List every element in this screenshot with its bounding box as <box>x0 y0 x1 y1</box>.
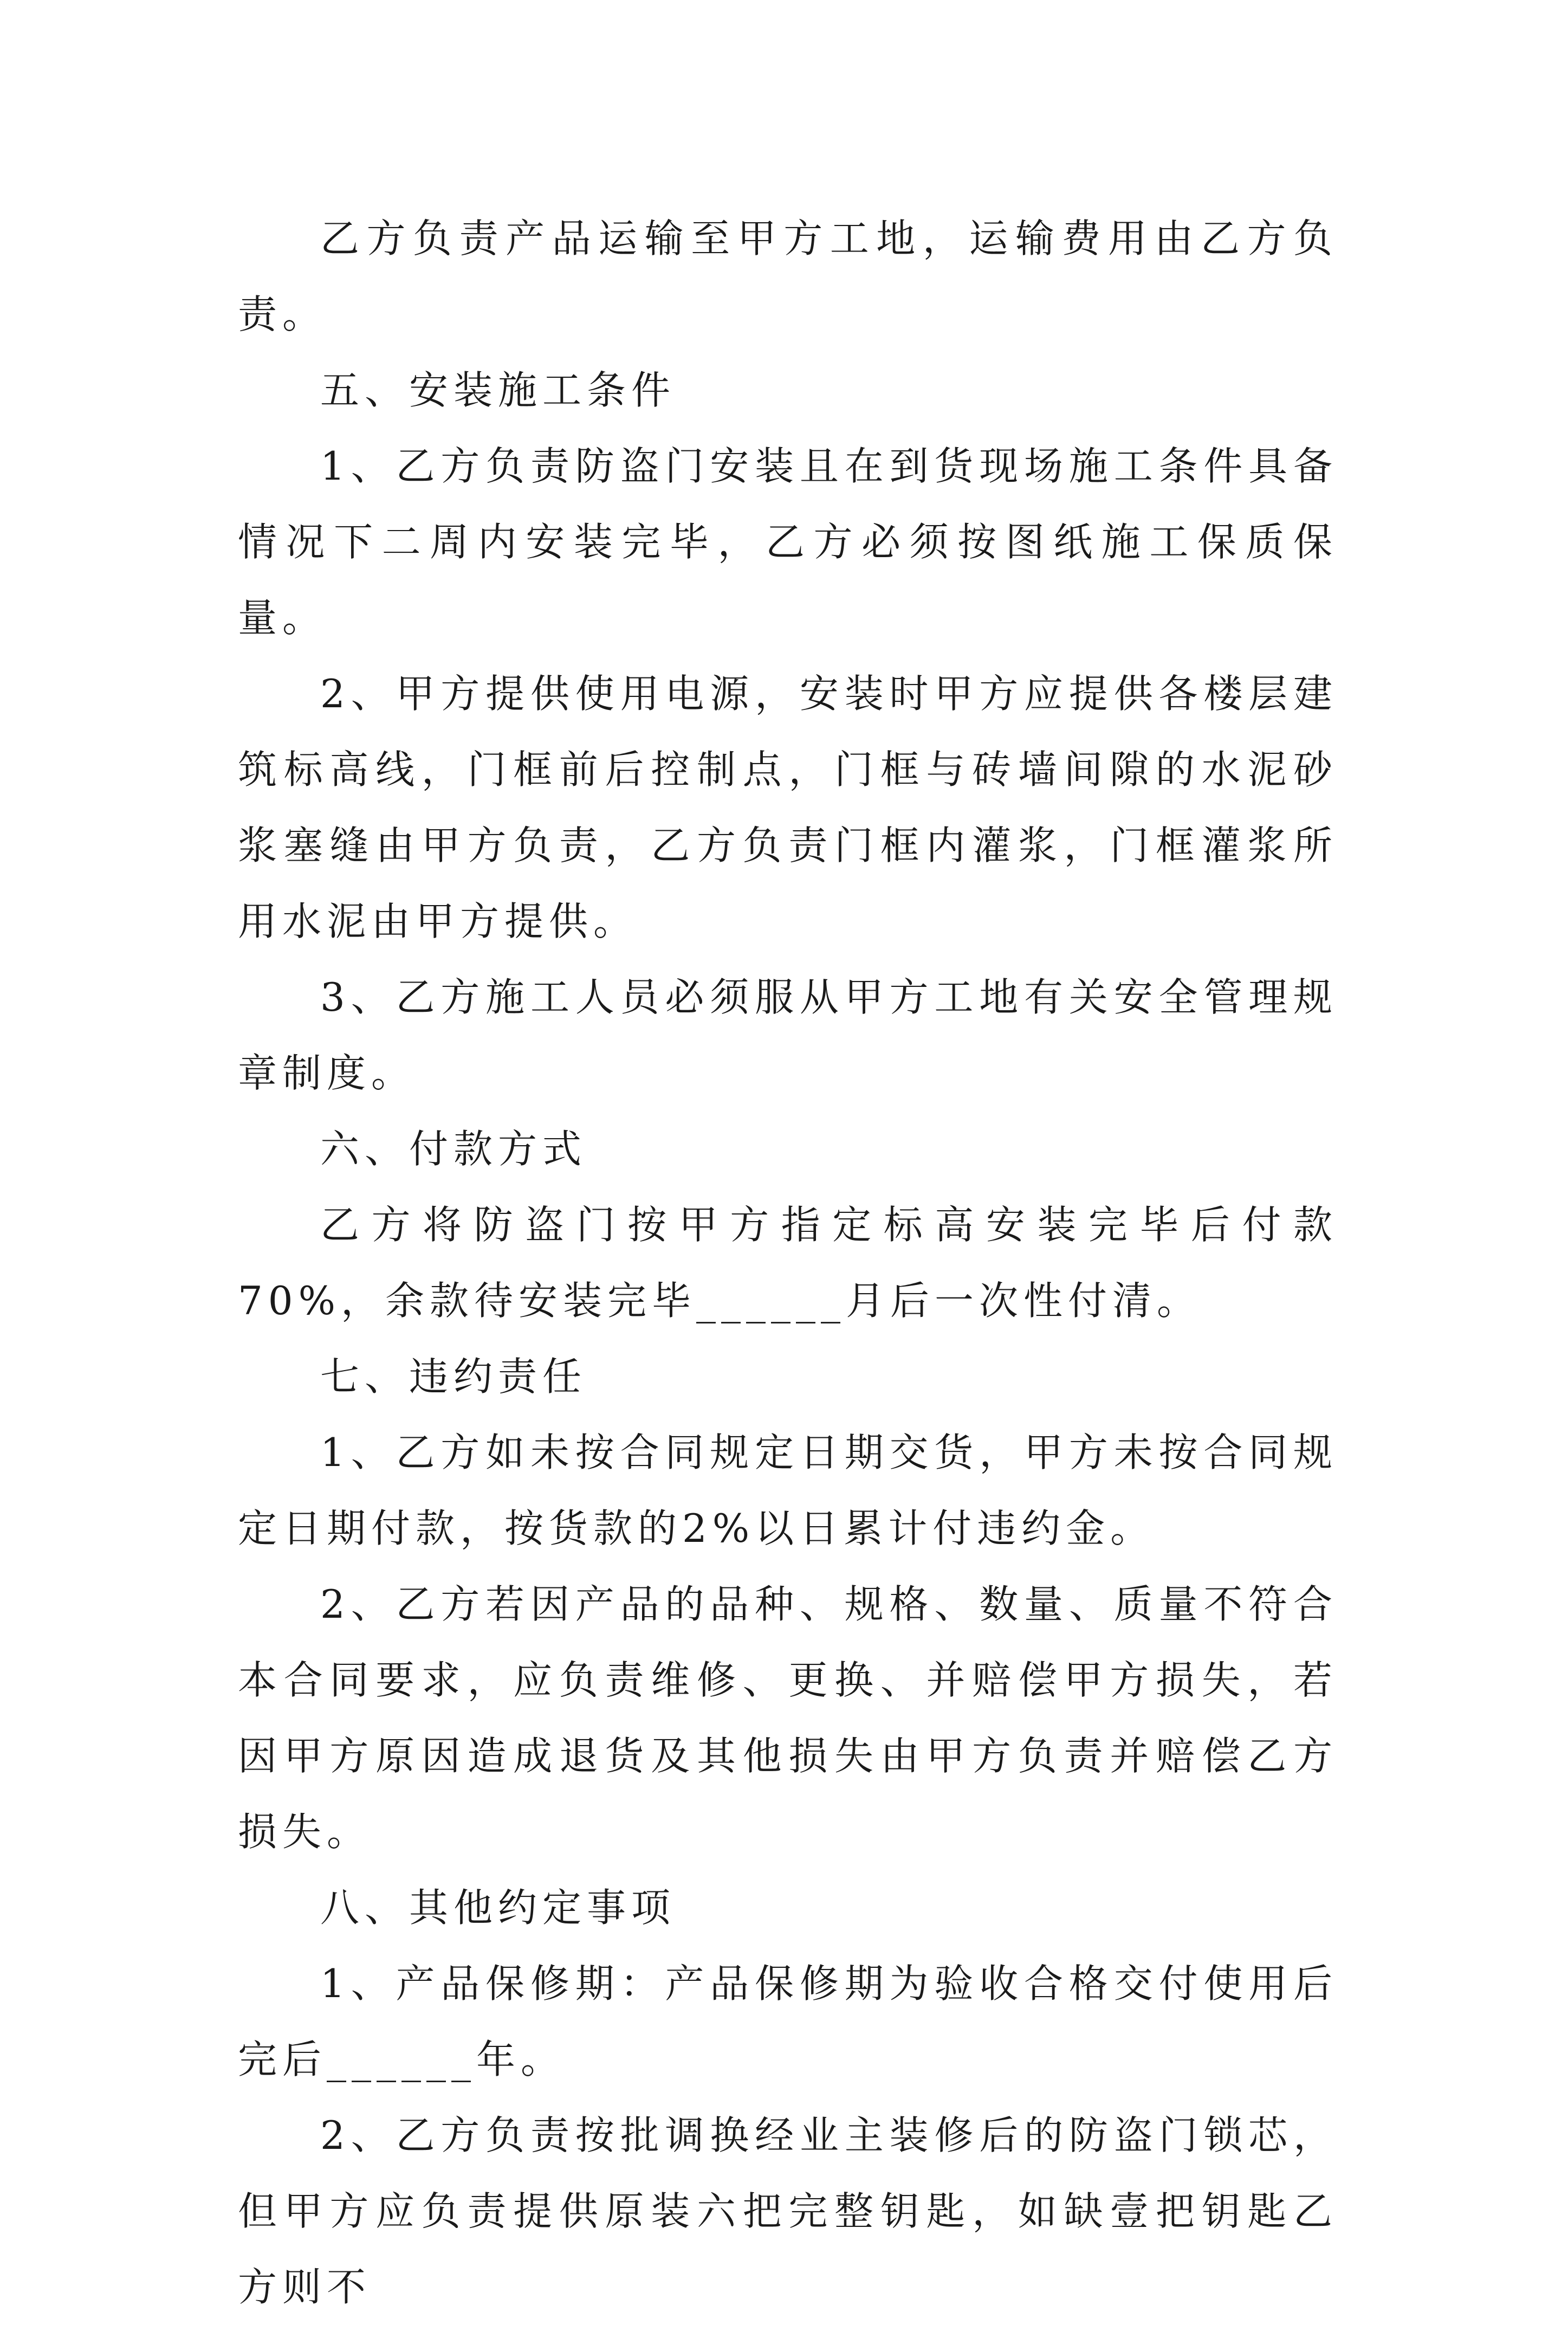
paragraph-liability-1: 1、乙方如未按合同规定日期交货，甲方未按合同规定日期付款，按货款的2%以日累计付违约金。 <box>238 1430 1338 1551</box>
paragraph-other-terms-1: 1、产品保修期：产品保修期为验收合格交付使用后完后______年。 <box>238 1961 1338 2082</box>
paragraph-transport: 乙方负责产品运输至甲方工地，运输费用由乙方负责。 <box>238 216 1338 337</box>
section-heading-other-terms: 八、其他约定事项 <box>320 1885 676 1930</box>
paragraph-other-terms-2: 2、乙方负责按批调换经业主装修后的防盗门锁芯，但甲方应负责提供原装六把完整钥匙，如缺壹把钥匙乙方则不 <box>238 2113 1338 2310</box>
paragraph-installation-3: 3、乙方施工人员必须服从甲方工地有关安全管理规章制度。 <box>238 974 1338 1096</box>
paragraph-installation-1: 1、乙方负责防盗门安装且在到货现场施工条件具备情况下二周内安装完毕，乙方必须按图纸施工保质保量。 <box>238 443 1338 641</box>
section-heading-payment: 六、付款方式 <box>320 1126 587 1172</box>
paragraph-liability-2: 2、乙方若因产品的品种、规格、数量、质量不符合本合同要求，应负责维修、更换、并赔偿甲方损失，若因甲方原因造成退货及其他损失由甲方负责并赔偿乙方损失。 <box>238 1581 1338 1855</box>
document-body <box>238 201 1338 2325</box>
paragraph-payment: 乙方将防盗门按甲方指定标高安装完毕后付款70%，余款待安装完毕______月后一次性付清。 <box>238 1202 1338 1323</box>
paragraph-installation-2: 2、甲方提供使用电源，安装时甲方应提供各楼层建筑标高线，门框前后控制点，门框与砖墙间隙的水泥砂浆塞缝由甲方负责，乙方负责门框内灌浆，门框灌浆所用水泥由甲方提供。 <box>238 671 1338 944</box>
section-heading-liability: 七、违约责任 <box>320 1354 587 1399</box>
section-heading-installation: 五、安装施工条件 <box>320 367 676 413</box>
